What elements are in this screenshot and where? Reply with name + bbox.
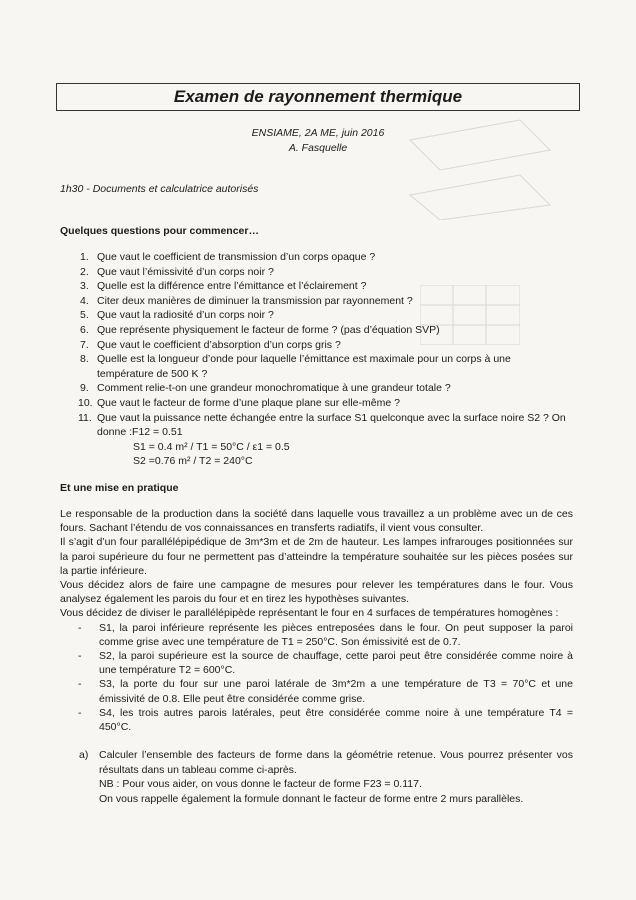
paragraph: Il s’agit d’un four parallélépipédique de 3m*3m et de 2m de hauteur. Les lampes infrarouges positionnées sur la paroi supérieure du four ne permettent pas d’atteindre la température souhaitée sur les pièces posées sur la partie inférieure. (60, 536, 573, 577)
formula-line: S1 = 0.4 m² / T1 = 50°C / ε1 = 0.5 (133, 440, 290, 453)
question-a-line: On vous rappelle également la formule donnant le facteur de forme entre 2 murs parallèles. (99, 792, 524, 805)
school-line: ENSIAME, 2A ME, juin 2016 (251, 127, 385, 139)
question-item: 9. Comment relie-t-on une grandeur monochromatique à une grandeur totale ? (80, 382, 451, 395)
practice-body (60, 507, 573, 734)
question-item: 5. Que vaut la radiosité d’un corps noir ? (80, 309, 274, 322)
surface-item: - S1, la paroi inférieure représente les pièces entreposées dans le four. On peut supposer la paroi comme grise avec une température de T1 = 250°C. Son émissivité est de 0.7. (78, 621, 573, 648)
question-a-line: Calculer l’ensemble des facteurs de forme dans la géométrie retenue. Vous pourrez présenter vos résultats dans un tableau comme ci-après. (99, 749, 573, 776)
surface-item: - S2, la paroi supérieure est la source de chauffage, cette paroi peut être considérée comme noire à une température T2 = 600°C. (78, 650, 573, 677)
question-a-line: NB : Pour vous aider, on vous donne le facteur de forme F23 = 0.117. (99, 778, 422, 791)
surface-item: - S4, les trois autres parois latérales, peut être considérée comme noire à une température T4 = 450°C. (78, 706, 573, 734)
question-item: 8. Quelle est la longueur d’onde pour laquelle l’émittance est maximale pour un corps à une température de 500 K ? (80, 353, 511, 380)
question-item: 6. Que représente physiquement le facteur de forme ? (pas d’équation SVP) (80, 323, 440, 336)
exam-title-box (56, 83, 580, 111)
formula-line: S2 =0.76 m² / T2 = 240°C (133, 455, 253, 468)
author-line: A. Fasquelle (288, 142, 348, 154)
paragraph: Vous décidez de diviser le parallélépipède représentant le four en 4 surfaces de températures homogènes : (60, 607, 559, 620)
question-list (60, 250, 570, 469)
exam-title: Examen de rayonnement thermique (173, 87, 463, 106)
paragraph: Vous décidez alors de faire une campagne de mesures pour relever les températures dans le four. Vous analysez également les parois du four et en tirez les hypothèses suivantes. (60, 579, 573, 606)
question-a (60, 748, 573, 806)
section-title-questions: Quelques questions pour commencer… (60, 225, 259, 237)
section-title-practice: Et une mise en pratique (60, 482, 179, 494)
question-item: 11. Que vaut la puissance nette échangée entre la surface S1 quelconque avec la surface noire S2 ? On donne :F12 = 0.51 S1 = 0.4 m² / T1 = 50°C / ε1 = 0.5 S2 =0.76 m² / T2 = 240°C (60, 411, 570, 469)
question-item: 2. Que vaut l’émissivité d’un corps noir ? (80, 265, 274, 278)
question-item: 10. Que vaut le facteur de forme d’une plaque plane sur elle-même ? (78, 396, 400, 409)
surface-list (60, 621, 573, 735)
question-letter: a) (79, 749, 89, 761)
exam-info: 1h30 - Documents et calculatrice autorisés (60, 183, 259, 195)
question-item: 4. Citer deux manières de diminuer la transmission par rayonnement ? (80, 294, 413, 307)
question-item: 3. Quelle est la différence entre l’émittance et l’éclairement ? (80, 280, 367, 293)
question-item: 1. Que vaut le coefficient de transmission d’un corps opaque ? (80, 251, 376, 263)
question-item: 7. Que vaut le coefficient d’absorption d’un corps gris ? (80, 338, 341, 351)
paragraph: Le responsable de la production dans la société dans laquelle vous travaillez a un problème avec un de ces fours. Sachant l’étendu de vos connaissances en transferts radiatifs, il vient vous consulter. (60, 508, 573, 535)
surface-item: - S3, la porte du four sur une paroi latérale de 3m*2m a une température de T3 = 70°C et une émissivité de 0.8. Elle peut être considérée comme grise. (78, 678, 573, 705)
